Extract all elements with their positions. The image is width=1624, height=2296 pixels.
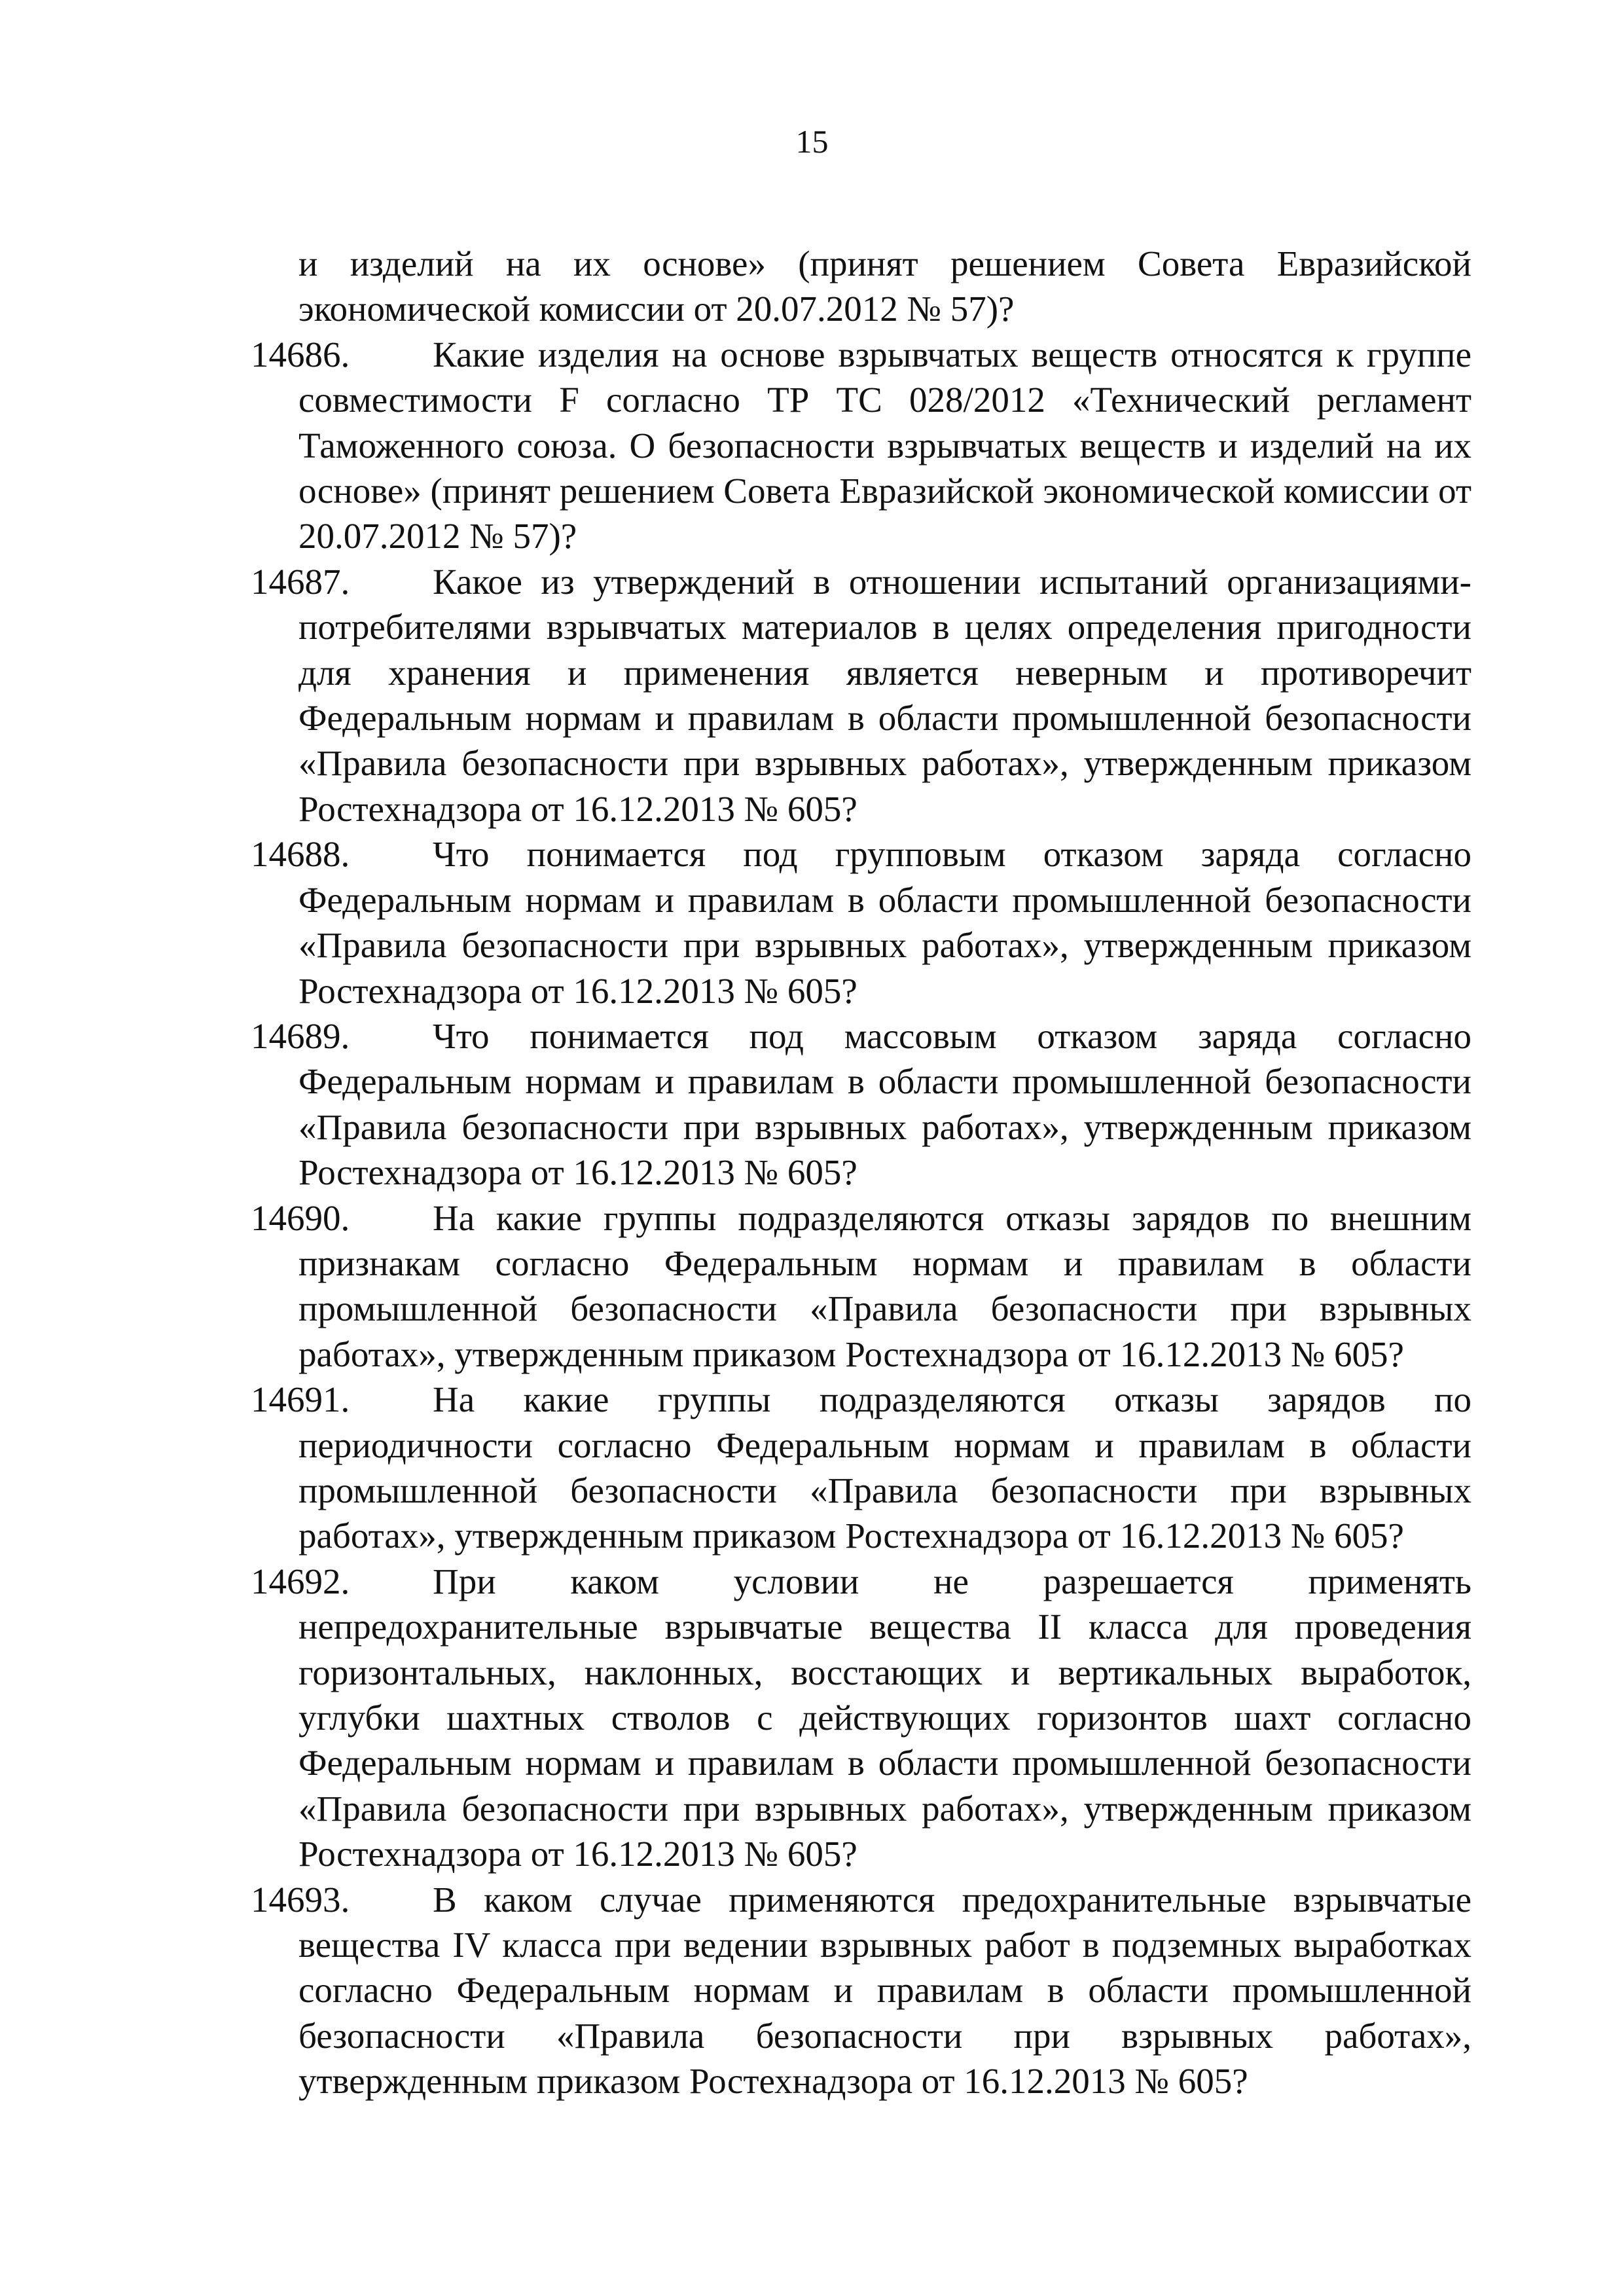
question-text: На какие группы подразделяются отказы зарядов по периодичности согласно Федеральным нормам и правилам в области промышленной безопасности «Правила безопасности при взрывных работах», утвержденным приказом Ростехнадзора от 16.12.2013 № 605?: [298, 1379, 1471, 1556]
question-item: [251, 1377, 1471, 1559]
question-number: 14688.: [251, 834, 350, 875]
question-item: [251, 559, 1471, 831]
question-item: [251, 332, 1471, 559]
question-text: При каком условии не разрешается применять непредохранительные взрывчатые вещества II класса для проведения горизонтальных, наклонных, восстающих и вертикальных выработок, углубки шахтных стволов с действующих горизонтов шахт согласно Федеральным нормам и правилам в области промышленной безопасности «Правила безопасности при взрывных работах», утвержденным приказом Ростехнадзора от 16.12.2013 № 605?: [298, 1561, 1471, 1874]
question-number: 14693.: [251, 1879, 350, 1920]
question-number: 14689.: [251, 1015, 350, 1056]
question-item: [251, 1195, 1471, 1377]
question-number: 14692.: [251, 1561, 350, 1601]
question-number: 14687.: [251, 561, 350, 602]
question-text: Какое из утверждений в отношении испытаний организациями-потребителями взрывчатых материалов в целях определения пригодности для хранения и применения является неверным и противоречит Федеральным нормам и правилам в области промышленной безопасности «Правила безопасности при взрывных работах», утвержденным приказом Ростехнадзора от 16.12.2013 № 605?: [298, 561, 1471, 829]
question-item: [251, 831, 1471, 1013]
continuation-paragraph: [251, 241, 1471, 332]
question-item: [251, 1013, 1471, 1195]
question-text: Какие изделия на основе взрывчатых веществ относятся к группе совместимости F согласно ТР ТС 028/2012 «Технический регламент Таможенного союза. О безопасности взрывчатых веществ и изделий на их основе» (принят решением Совета Евразийской экономической комиссии от 20.07.2012 № 57)?: [298, 334, 1471, 556]
page-number: 15: [795, 123, 829, 160]
question-text: Что понимается под массовым отказом заряда согласно Федеральным нормам и правилам в области промышленной безопасности «Правила безопасности при взрывных работах», утвержденным приказом Ростехнадзора от 16.12.2013 № 605?: [298, 1015, 1471, 1193]
question-item: [251, 1559, 1471, 1877]
question-number: 14690.: [251, 1197, 350, 1238]
question-item: [251, 1877, 1471, 2104]
question-number: 14686.: [251, 334, 350, 374]
question-text: На какие группы подразделяются отказы зарядов по внешним признакам согласно Федеральным нормам и правилам в области промышленной безопасности «Правила безопасности при взрывных работах», утвержденным приказом Ростехнадзора от 16.12.2013 № 605?: [298, 1197, 1471, 1374]
question-text: Что понимается под групповым отказом заряда согласно Федеральным нормам и правилам в области промышленной безопасности «Правила безопасности при взрывных работах», утвержденным приказом Ростехнадзора от 16.12.2013 № 605?: [298, 834, 1471, 1011]
question-text: В каком случае применяются предохранительные взрывчатые вещества IV класса при ведении взрывных работ в подземных выработках согласно Федеральным нормам и правилам в области промышленной безопасности «Правила безопасности при взрывных работах», утвержденным приказом Ростехнадзора от 16.12.2013 № 605?: [298, 1879, 1471, 2102]
question-number: 14691.: [251, 1379, 350, 1420]
questions-list: [251, 241, 1471, 2104]
continuation-text: и изделий на их основе» (принят решением Совета Евразийской экономической комиссии от 20.07.2012 № 57)?: [298, 244, 1471, 329]
